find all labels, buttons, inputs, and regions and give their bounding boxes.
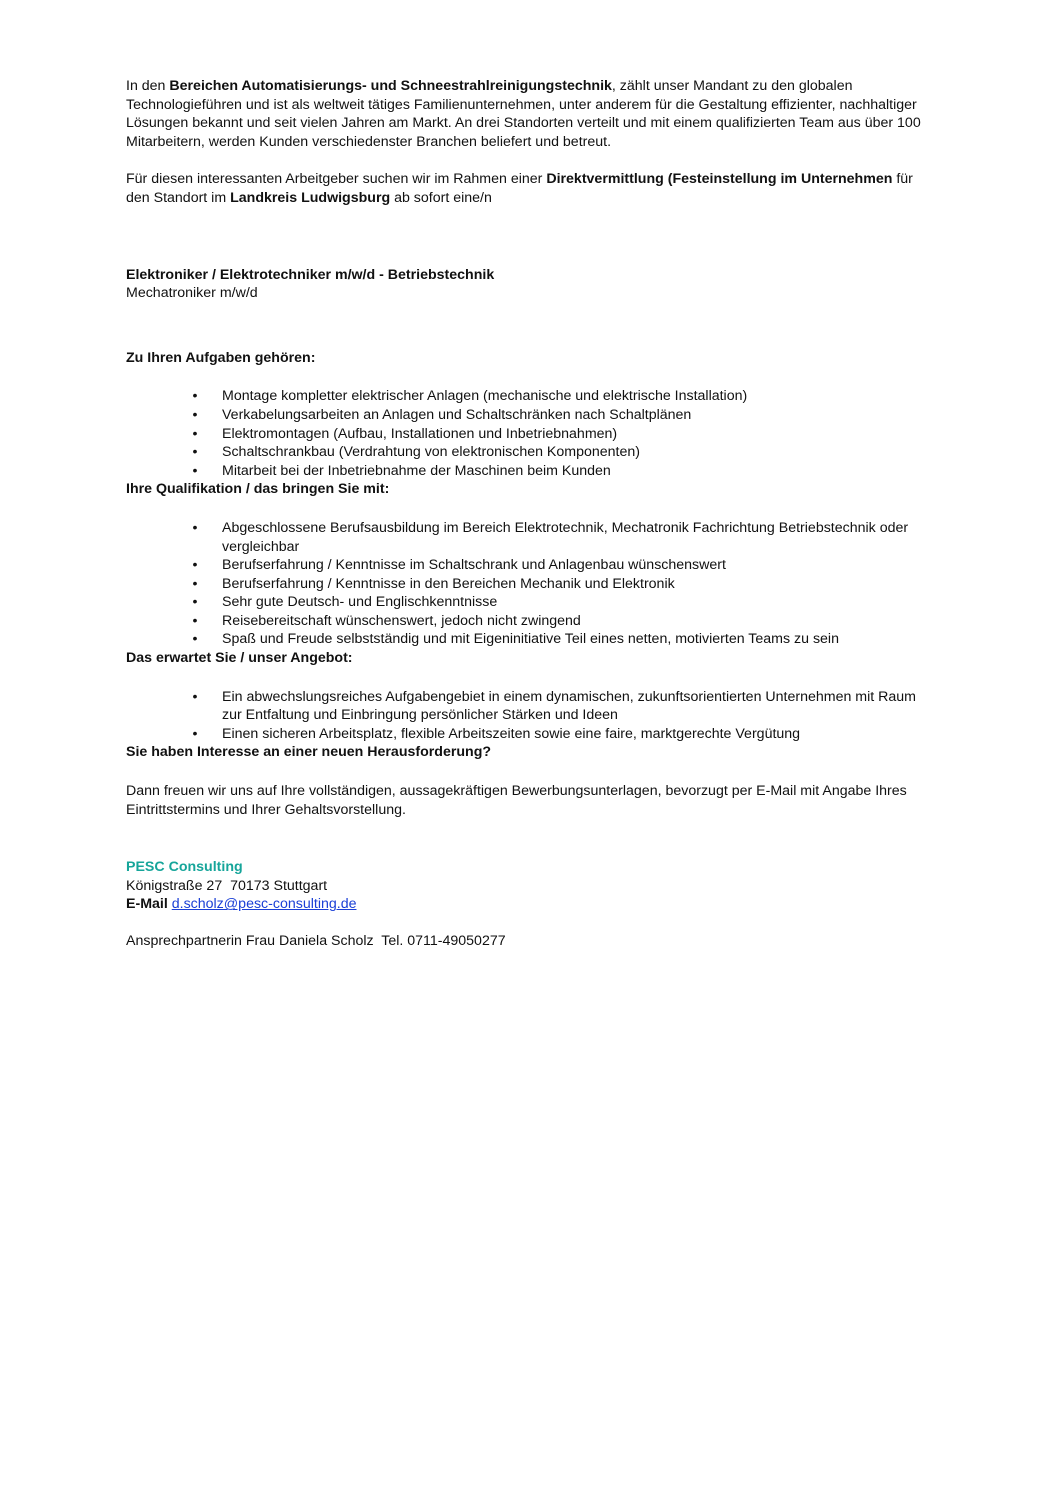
offer-list <box>126 688 926 744</box>
bullet-icon: • <box>192 388 198 405</box>
search-bold-2: Landkreis Ludwigsburg <box>230 189 391 206</box>
qualifications-heading: Ihre Qualifikation / das bringen Sie mit: <box>126 481 390 498</box>
list-item-text: Berufserfahrung / Kenntnisse im Schaltschrank und Anlagenbau wünschenswert <box>222 557 726 574</box>
list-item-text: Spaß und Freude selbstständig und mit Eigeninitiative Teil eines netten, motivierten Teams zu sein <box>222 631 839 648</box>
list-item <box>126 575 926 594</box>
contact-person: Ansprechpartnerin Frau Daniela Scholz Tel. 0711-49050277 <box>126 933 506 949</box>
list-item-text: Ein abwechslungsreiches Aufgabengebiet in einem dynamischen, zukunftsorientierten Unternehmen mit Raum zur Entfaltung und Einbringung persönlicher Stärken und Ideen <box>222 688 917 724</box>
interest-heading: Sie haben Interesse an einer neuen Herausforderung? <box>126 744 492 761</box>
bullet-icon: • <box>192 612 198 629</box>
list-item-text: Elektromontagen (Aufbau, Installationen und Inbetriebnahmen) <box>222 425 618 442</box>
bullet-icon: • <box>192 462 198 479</box>
email-line <box>126 895 926 914</box>
application-text: Dann freuen wir uns auf Ihre vollständigen, aussagekräftigen Bewerbungsunterlagen, bevorzugt per E-Mail mit Angabe Ihres Eintrittstermins und Ihrer Gehaltsvorstellung. <box>126 783 907 818</box>
offer-heading: Das erwartet Sie / unser Angebot: <box>126 650 353 667</box>
intro-paragraph <box>126 77 926 151</box>
tasks-heading: Zu Ihren Aufgaben gehören: <box>126 349 316 366</box>
list-item-text: Mitarbeit bei der Inbetriebnahme der Maschinen beim Kunden <box>222 462 611 479</box>
search-bold-1: Direktvermittlung (Festeinstellung im Unternehmen <box>546 171 893 188</box>
bullet-icon: • <box>192 557 198 574</box>
email-label: E-Mail <box>126 896 168 913</box>
intro-text-1: In den <box>126 78 170 94</box>
search-text-2: für den Standort im <box>126 171 913 206</box>
list-item-text: Schaltschrankbau (Verdrahtung von elektronischen Komponenten) <box>222 444 641 461</box>
job-subtitle: Mechatroniker m/w/d <box>126 285 258 302</box>
list-item <box>126 725 926 744</box>
list-item <box>126 462 926 481</box>
bullet-icon: • <box>192 575 198 592</box>
list-item-text: Sehr gute Deutsch- und Englischkenntnisse <box>222 594 498 611</box>
bullet-icon: • <box>192 688 198 705</box>
list-item <box>126 630 926 649</box>
search-text-3: ab sofort eine/n <box>390 189 492 206</box>
list-item <box>126 425 926 444</box>
bullet-icon: • <box>192 519 198 536</box>
list-item <box>126 406 926 425</box>
list-item <box>126 612 926 631</box>
list-item-text: Verkabelungsarbeiten an Anlagen und Schaltschränken nach Schaltplänen <box>222 406 692 423</box>
bullet-icon: • <box>192 406 198 423</box>
job-title: Elektroniker / Elektrotechniker m/w/d - Betriebstechnik <box>126 266 495 283</box>
list-item-text: Montage kompletter elektrischer Anlagen (mechanische und elektrische Installation) <box>222 388 748 405</box>
tasks-list <box>126 387 926 480</box>
list-item-text: Abgeschlossene Berufsausbildung im Bereich Elektrotechnik, Mechatronik Fachrichtung Betriebstechnik oder vergleichbar <box>222 519 909 555</box>
qualifications-list <box>126 519 926 649</box>
bullet-icon: • <box>192 631 198 648</box>
list-item <box>126 443 926 462</box>
email-link[interactable]: d.scholz@pesc-consulting.de <box>171 896 357 913</box>
search-text-1: Für diesen interessanten Arbeitgeber suchen wir im Rahmen einer <box>126 171 547 188</box>
company-address: Königstraße 27 70173 Stuttgart <box>126 877 328 894</box>
contact-block <box>126 858 926 914</box>
bullet-icon: • <box>192 444 198 461</box>
bullet-icon: • <box>192 594 198 611</box>
list-item <box>126 556 926 575</box>
bullet-icon: • <box>192 425 198 442</box>
list-item-text: Berufserfahrung / Kenntnisse in den Bereichen Mechanik und Elektronik <box>222 575 675 592</box>
intro-text-2: , zählt unser Mandant zu den globalen Technologieführen und ist als weltweit tätiges Familienunternehmen, unter anderem für die Gestaltung effizienter, nachhaltiger Lösungen bekannt und seit vielen Jahren am Markt. An drei Standorten verteilt und mit einem qualifizierten Team aus über 100 Mitarbeitern, werden Kunden verschiedenster Branchen beliefert und betreut. <box>126 78 921 150</box>
search-paragraph <box>126 170 926 207</box>
bullet-icon: • <box>192 725 198 742</box>
list-item <box>126 519 926 556</box>
job-posting-document <box>126 77 926 951</box>
list-item-text: Reisebereitschaft wünschenswert, jedoch nicht zwingend <box>222 612 581 629</box>
list-item <box>126 593 926 612</box>
list-item-text: Einen sicheren Arbeitsplatz, flexible Arbeitszeiten sowie eine faire, marktgerechte Vergütung <box>222 725 801 742</box>
company-name: PESC Consulting <box>126 859 243 876</box>
list-item <box>126 688 926 725</box>
intro-bold-1: Bereichen Automatisierungs- und Schneestrahlreinigungstechnik <box>169 78 612 94</box>
list-item <box>126 387 926 406</box>
